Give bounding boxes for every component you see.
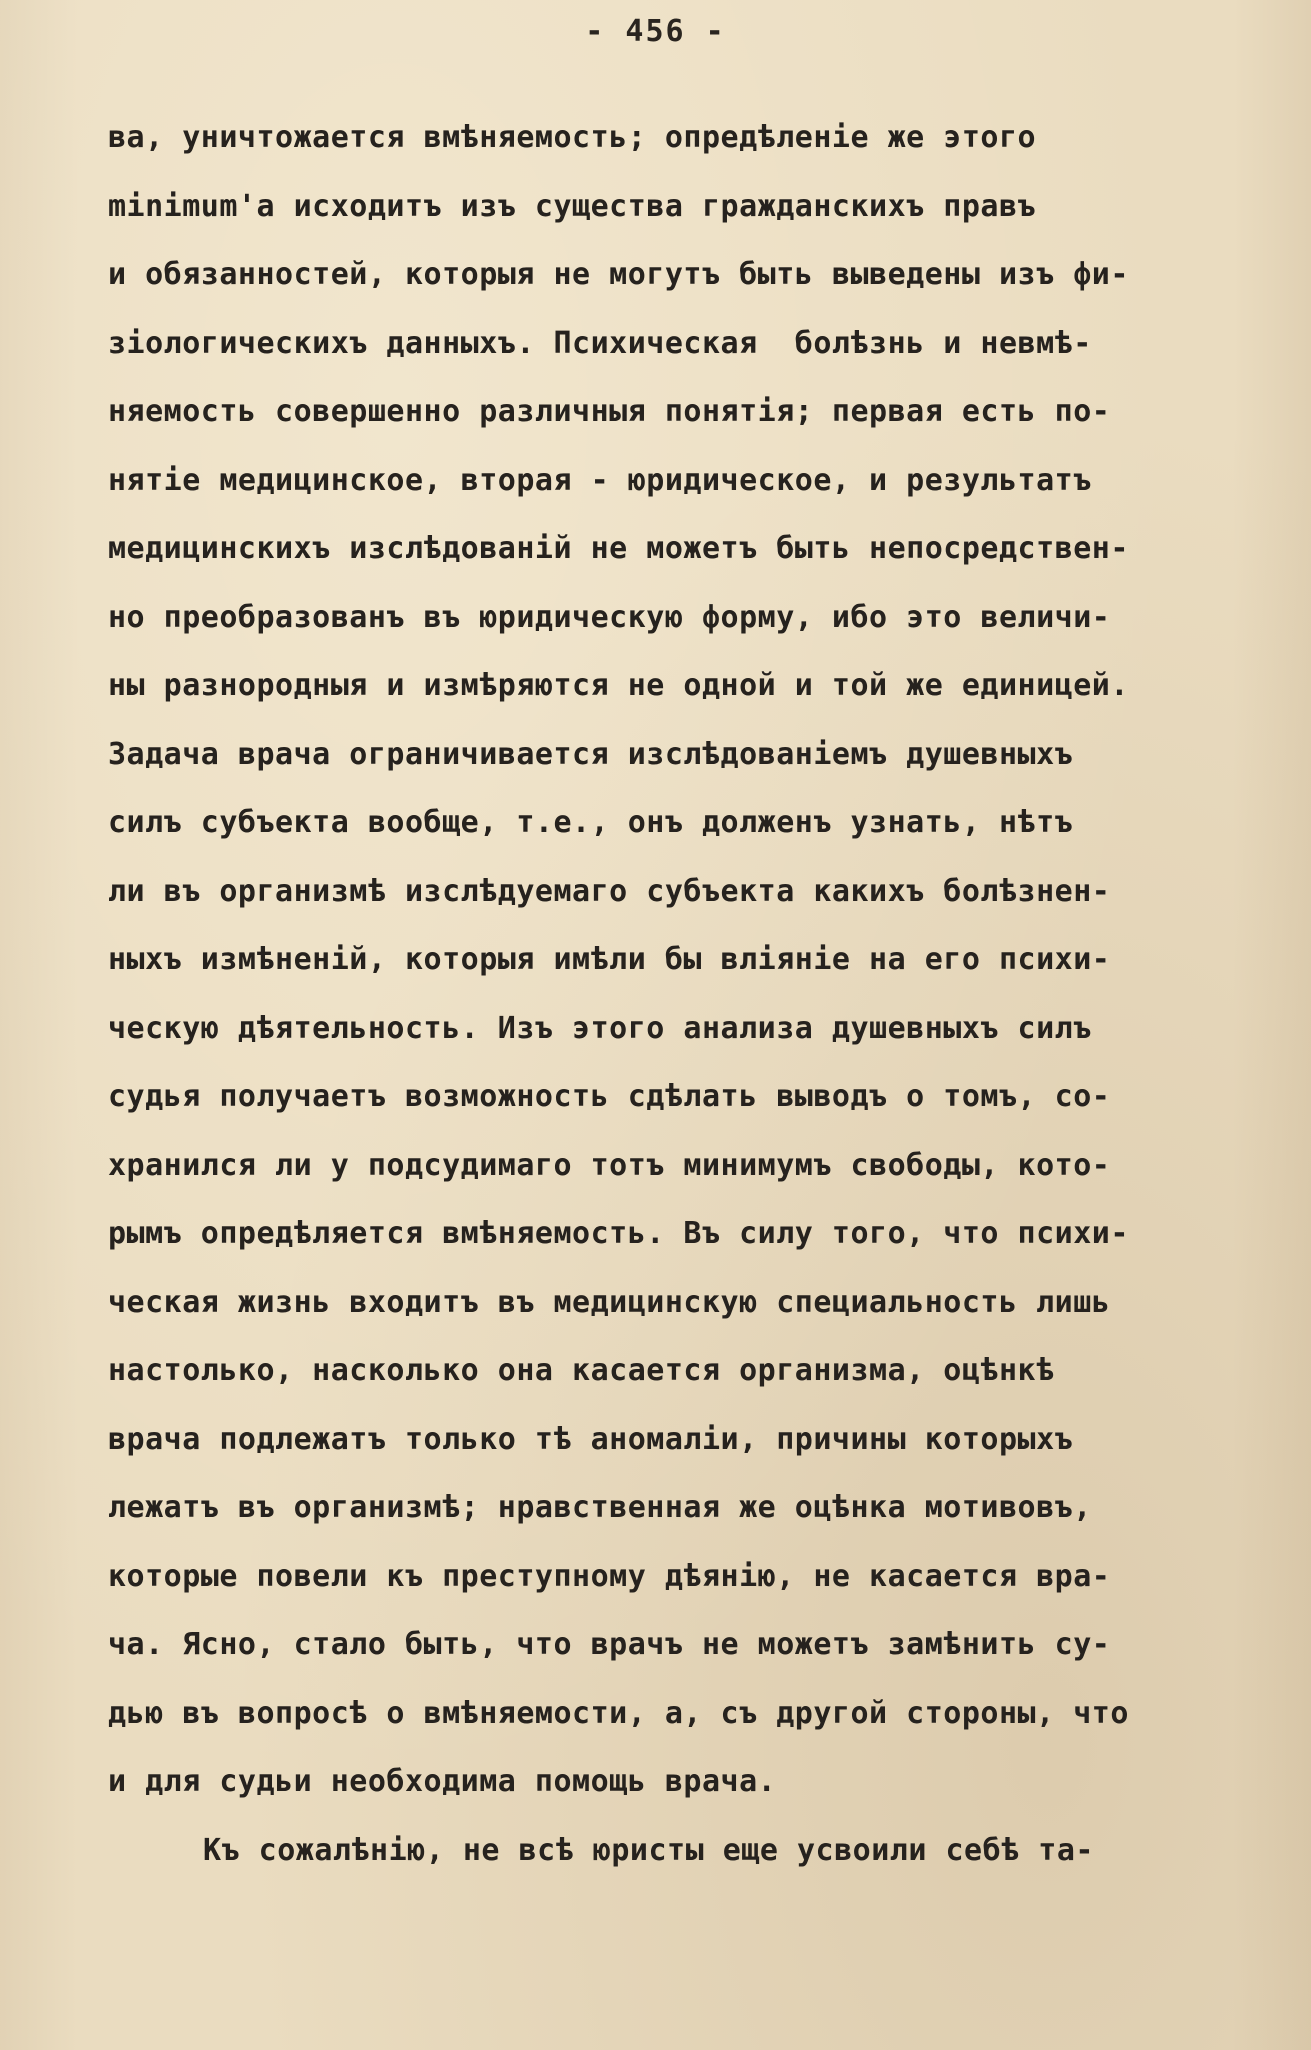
text-line: ча. Ясно, стало быть, что врачъ не можетъ замѣнить су- [108, 1627, 1111, 1662]
text-line: и обязанностей, которыя не могутъ быть выведены изъ фи- [108, 257, 1129, 292]
paragraph-start-line: Къ сожалѣнію, не всѣ юристы еще усвоили себѣ та- [203, 1832, 1094, 1868]
text-line: медицинскихъ изслѣдованій не можетъ быть непосредствен- [108, 531, 1129, 566]
body-text [108, 118, 1268, 1899]
text-line: но преобразованъ въ юридическую форму, ибо это величи- [108, 599, 1111, 635]
text-line: хранился ли у подсудимаго тотъ минимумъ свободы, кото- [108, 1147, 1111, 1183]
text-line: Задача врача ограничивается изслѣдованіемъ душевныхъ [108, 736, 1074, 772]
text-line: ны разнородныя и измѣряются не одной и той же единицей. [108, 668, 1129, 703]
text-line: зіологическихъ данныхъ. Психическая болѣзнь и невмѣ- [108, 325, 1092, 361]
text-line: которые повели къ преступному дѣянію, не касается вра- [108, 1558, 1111, 1594]
text-line: силъ субъекта вообще, т.е., онъ долженъ узнать, нѣтъ [108, 805, 1074, 840]
text-line: лежатъ въ организмѣ; нравственная же оцѣнка мотивовъ, [108, 1490, 1092, 1525]
text-line: ческую дѣятельность. Изъ этого анализа душевныхъ силъ [108, 1010, 1092, 1046]
text-line: нятіе медицинское, вторая - юридическое, и результатъ [108, 462, 1092, 498]
text-line: ва, уничтожается вмѣняемость; опредѣленіе же этого [108, 120, 1037, 155]
text-line: няемость совершенно различныя понятія; первая есть по- [108, 394, 1111, 429]
text-line: и для судьи необходима помощь врача. [108, 1764, 777, 1799]
text-line: ли въ организмѣ изслѣдуемаго субъекта какихъ болѣзнен- [108, 873, 1111, 909]
text-line: дью въ вопросѣ о вмѣняемости, а, съ другой стороны, что [108, 1695, 1129, 1731]
text-line: minimum'a исходитъ изъ существа гражданскихъ правъ [108, 188, 1037, 224]
text-line: судья получаетъ возможность сдѣлать выводъ о томъ, со- [108, 1079, 1111, 1114]
text-line: рымъ опредѣляется вмѣняемость. Въ силу того, что психи- [108, 1216, 1129, 1251]
page-number: - 456 - [585, 14, 726, 49]
text-line: ческая жизнь входитъ въ медицинскую специальность лишь [108, 1284, 1111, 1320]
text-line: врача подлежатъ только тѣ аномаліи, причины которыхъ [108, 1421, 1074, 1457]
text-line: ныхъ измѣненій, которыя имѣли бы вліяніе на его психи- [108, 942, 1111, 977]
text-line: настолько, насколько она касается организма, оцѣнкѣ [108, 1353, 1055, 1388]
